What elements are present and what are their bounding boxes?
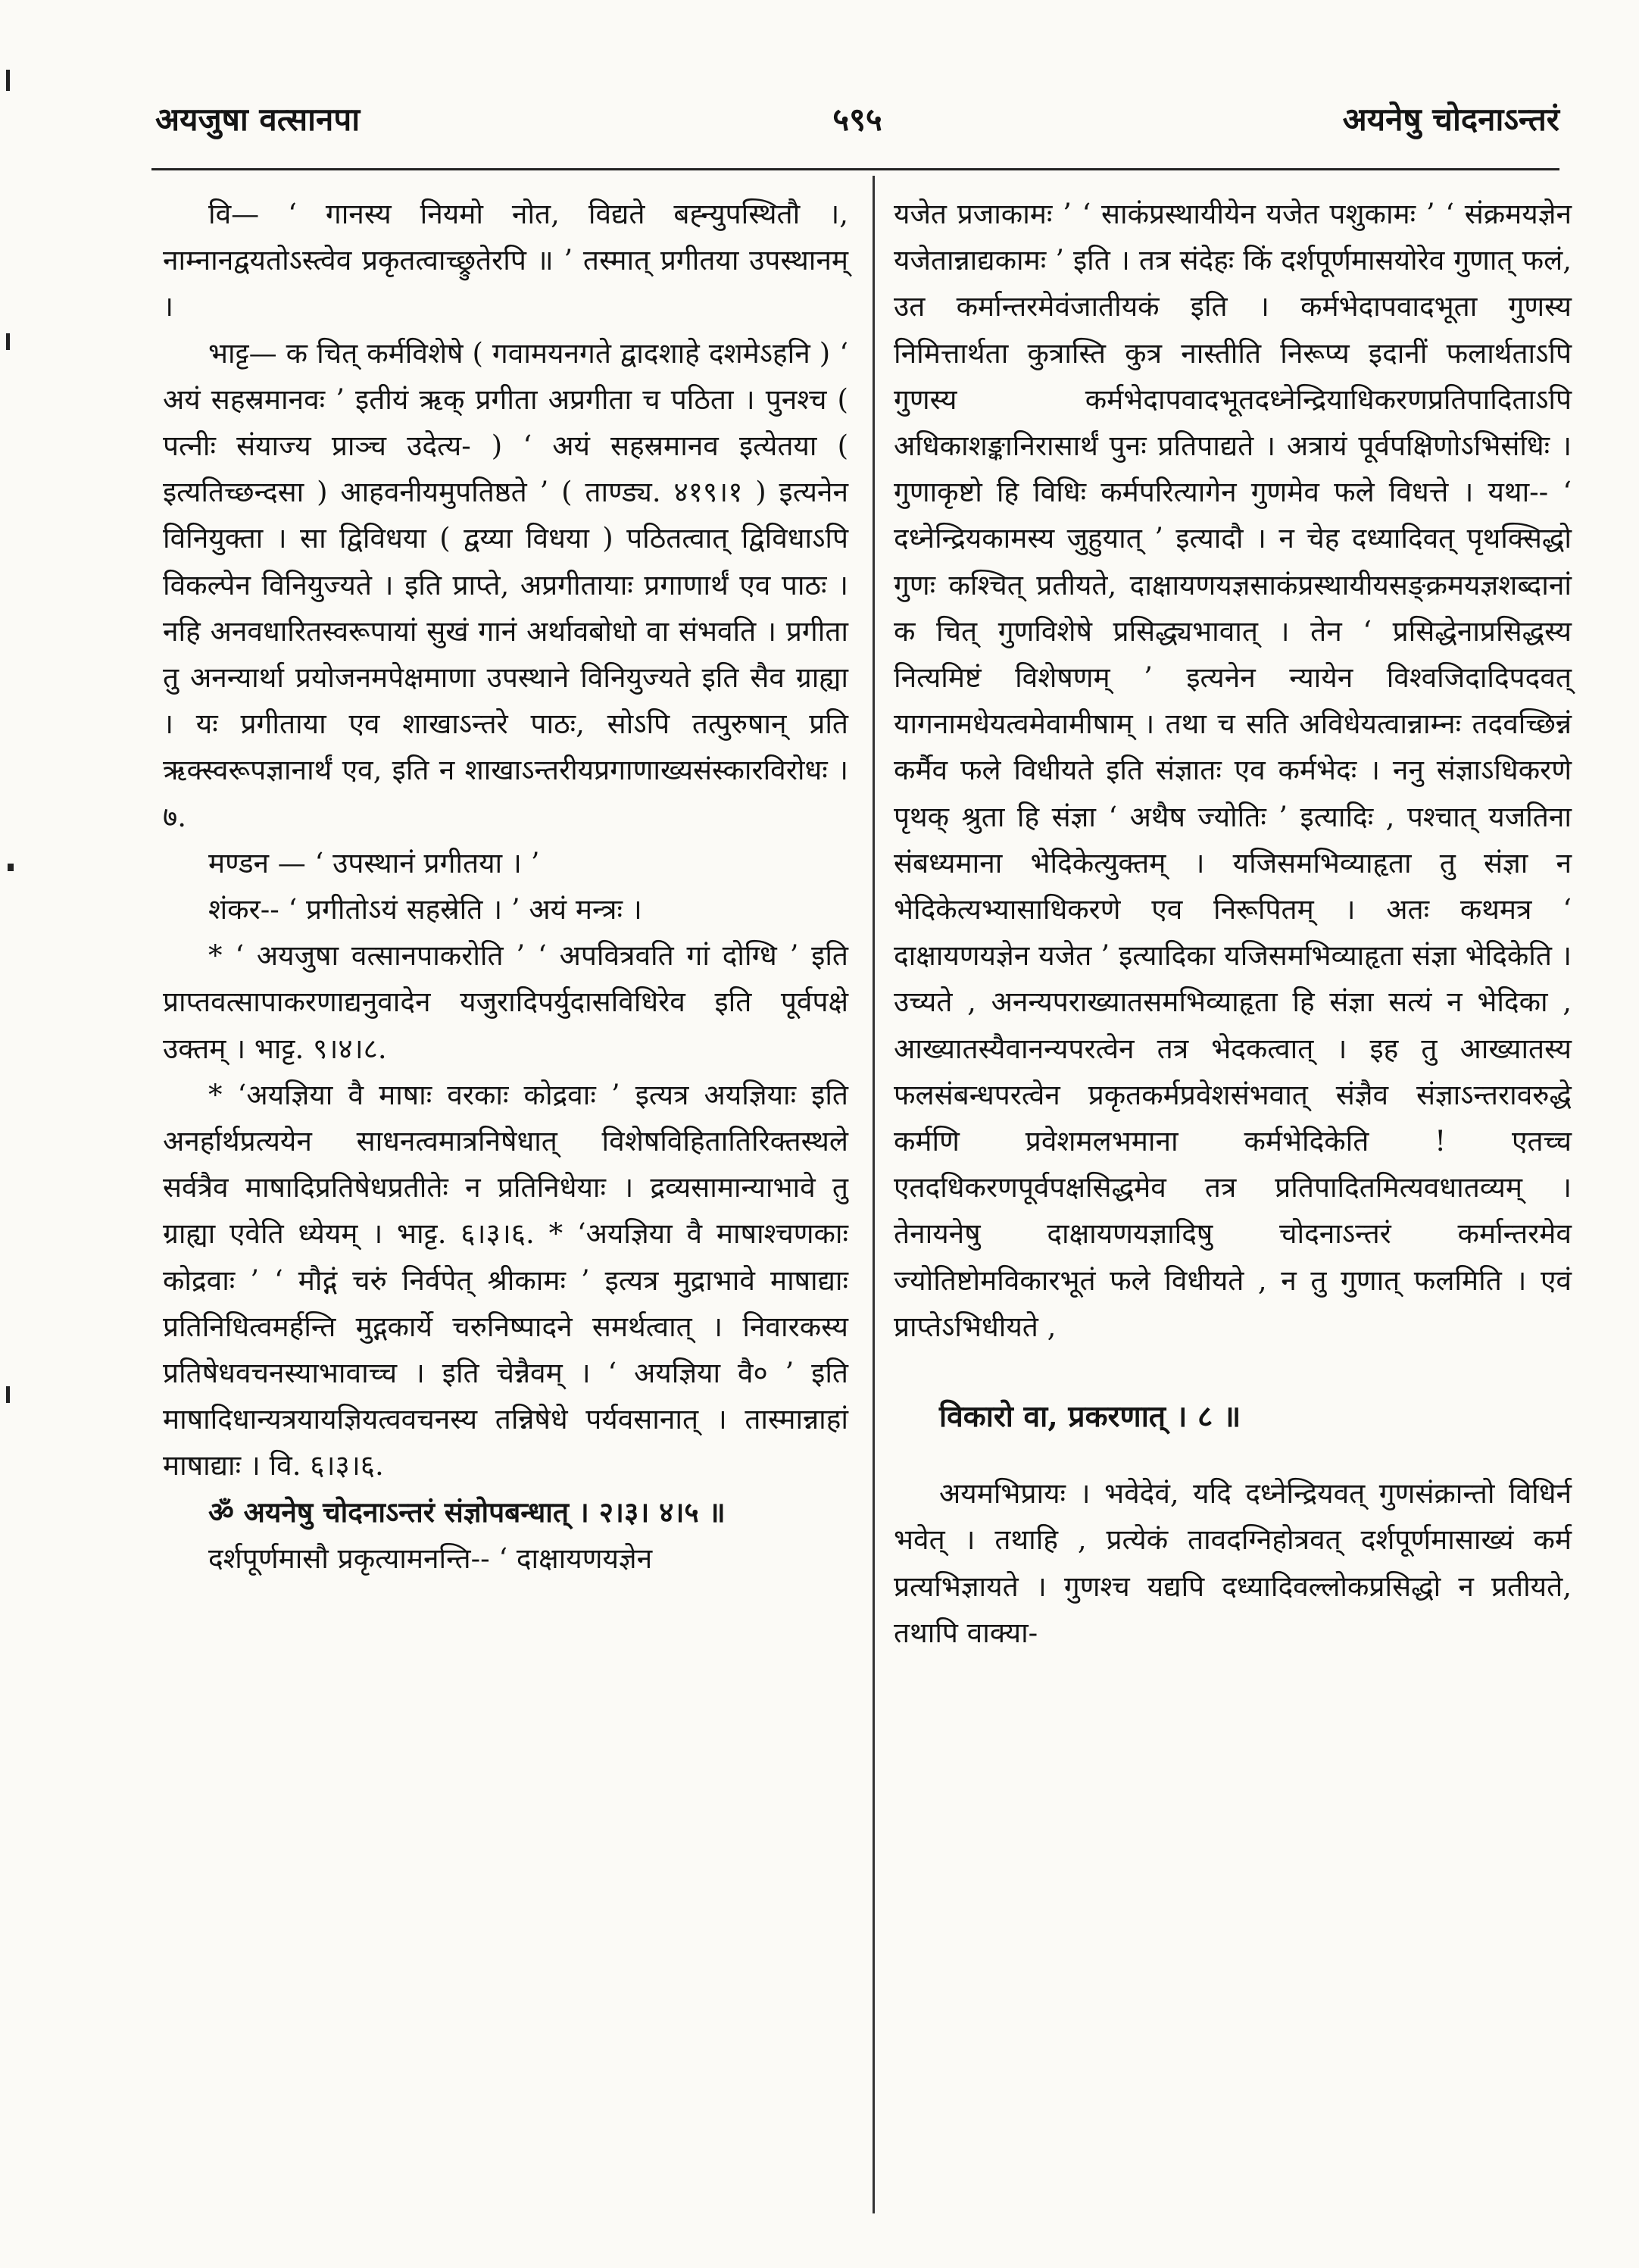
- left-column: [163, 191, 848, 1582]
- margin-mark: [6, 1386, 10, 1403]
- paragraph-continuation: यजेत प्रजाकामः ’ ‘ साकंप्रस्थायीयेन यजेत पशुकामः ’ ‘ संक्रमयज्ञेन यजेतान्नाद्यकामः ’ इति । तत्र संदेहः किं दर्शपूर्णमासयोरेव गुणात् फलं, उत कर्मान्तरमेवंजातीयकं इति । कर्मभेदापवादभूता गुणस्य निमित्तार्थता कुत्रास्ति कुत्र नास्तीति निरूप्य इदानीं फलार्थताऽपि गुणस्य कर्मभेदापवादभूतदध्नेन्द्रियाधिकरणप्रतिपादिताऽपि अधिकाशङ्कानिरासार्थं पुनः प्रतिपाद्यते । अत्रायं पूर्वपक्षिणोऽभिसंधिः । गुणाकृष्टो हि विधिः कर्मपरित्यागेन गुणमेव फले विधत्ते । यथा-- ‘ दध्नेन्द्रियकामस्य जुहुयात् ’ इत्यादौ । न चेह दध्यादिवत् पृथक्सिद्धो गुणः कश्चित् प्रतीयते, दाक्षायणयज्ञसाकंप्रस्थायीयसङ्क्रमयज्ञशब्दानां क चित् गुणविशेषे प्रसिद्ध्यभावात् । तेन ‘ प्रसिद्धेनाप्रसिद्धस्य नित्यमिष्टं विशेषणम् ’ इत्यनेन न्यायेन विश्वजिदादिपदवत् यागनामधेयत्वमेवामीषाम् । तथा च सति अविधेयत्वान्नाम्नः तदवच्छिन्नं कर्मैव फले विधीयते इति संज्ञातः एव कर्मभेदः । ननु संज्ञाऽधिकरणे पृथक् श्रुता हि संज्ञा ‘ अथैष ज्योतिः ’ इत्यादिः , पश्चात् यजतिना संबध्यमाना भेदिकेत्युक्तम् । यजिसमभिव्याहृता तु संज्ञा न भेदिकेत्यभ्यासाधिकरणे एव निरूपितम् । अतः कथमत्र ‘ दाक्षायणयज्ञेन यजेत ’ इत्यादिका यजिसमभिव्याहृता संज्ञा भेदिकेति । उच्यते , अनन्यपराख्यातसमभिव्याहृता हि संज्ञा सत्यं न भेदिका , आख्यातस्यैवानन्यपरत्वेन तत्र भेदकत्वात् । इह तु आख्यातस्य फलसंबन्धपरत्वेन प्रकृतकर्मप्रवेशसंभवात् संज्ञैव संज्ञाऽन्तरावरुद्धे कर्मणि प्रवेशमलभमाना कर्मभेदिकेति ! एतच्च एतदधिकरणपूर्वपक्षसिद्धमेव तत्र प्रतिपादितमित्यवधातव्यम् । तेनायनेषु दाक्षायणयज्ञादिषु चोदनाऽन्तरं कर्मान्तरमेव ज्योतिष्टोमविकारभूतं फले विधीयते , न तु गुणात् फलमिति । एवं प्राप्तेऽभिधीयते ,: [894, 198, 1572, 1343]
- header-right-title: अयनेषु चोदनाऽन्तरं: [1342, 101, 1559, 138]
- running-header: [155, 97, 1559, 158]
- margin-mark: [8, 864, 14, 871]
- paragraph-bhatta: भाट्ट— क चित् कर्मविशेषे ( गवामयनगते द्वादशाहे दशमेऽहनि ) ‘ अयं सहस्रमानवः ’ इतीयं ऋक् प्रगीता अप्रगीता च पठिता । पुनश्च ( पत्नीः संयाज्य प्राञ्च उदेत्य- ) ‘ अयं सहस्रमानव इत्येतया ( इत्यतिच्छन्दसा ) आहवनीयमुपतिष्ठते ’ ( ताण्ड्य. ४१९।१ ) इत्यनेन विनियुक्ता । सा द्विविधया ( द्वय्या विधया ) पठितत्वात् द्विविधाऽपि विकल्पेन विनियुज्यते । इति प्राप्ते, अप्रगीतायाः प्रगाणार्थं एव पाठः । नहि अनवधारितस्वरूपायां सुखं गानं अर्थावबोधो वा संभवति । प्रगीता तु अनन्यार्था प्रयोजनमपेक्षमाणा उपस्थाने विनियुज्यते इति सैव ग्राह्या । यः प्रगीताया एव शाखाऽन्तरे पाठः, सोऽपि तत्पुरुषान् प्रति ऋक्स्वरूपज्ञानार्थं एव, इति न शाखाऽन्तरीयप्रगाणाख्यसंस्कारविरोधः । ७.: [163, 336, 848, 833]
- header-left-title: अयजुषा वत्सानपा: [155, 101, 361, 138]
- paragraph-ayajniya: * ‘अयज्ञिया वै माषाः वरकाः कोद्रवाः ’ इत्यत्र अयज्ञियाः इति अनर्हार्थप्रत्ययेन साधनत्वमात्रनिषेधात् विशेषविहितातिरिक्तस्थले सर्वत्रैव माषादिप्रतिषेधप्रतीतेः न प्रतिनिधेयाः । द्रव्यसामान्याभावे तु ग्राह्या एवेति ध्येयम् । भाट्ट. ६।३।६. * ‘अयज्ञिया वै माषाश्चणकाः कोद्रवाः ’ ‘ मौद्गं चरुं निर्वपेत् श्रीकामः ’ इत्यत्र मुद्राभावे माषाद्याः प्रतिनिधित्वमर्हन्ति मुद्गकार्ये चरुनिष्पादने समर्थत्वात् । निवारकस्य प्रतिषेधवचनस्याभावाच्च । इति चेन्नैवम् । ‘ अयज्ञिया वै० ’ इति माषादिधान्यत्रयायज्ञियत्ववचनस्य तन्निषेधे पर्यवसानात् । तास्मान्नाहां माषाद्याः । वि. ६।३।६.: [163, 1078, 848, 1482]
- paragraph-shankara: शंकर-- ‘ प्रगीतोऽयं सहस्रेति । ’ अयं मन्त्रः ।: [208, 893, 642, 926]
- paragraph-darshapurnamasa: दर्शपूर्णमासौ प्रकृत्यामनन्ति-- ‘ दाक्षायणयज्ञेन: [208, 1542, 653, 1575]
- margin-mark: [6, 333, 10, 350]
- paragraph-abhipraya: अयमभिप्रायः । भवेदेवं, यदि दध्नेन्द्रियवत् गुणसंक्रान्तो विधिर्न भवेत् । तथाहि , प्रत्येकं तावदग्निहोत्रवत् दर्शपूर्णमासाख्यं कर्म प्रत्यभिज्ञायते । गुणश्च यद्यपि दध्यादिवल्लोकप्रसिद्धो न प्रतीयते, तथापि वाक्या-: [894, 1477, 1572, 1649]
- sutra-heading: ॐ अयनेषु चोदनाऽन्तरं संज्ञोपबन्धात् । २।३। ४।५ ॥: [208, 1495, 726, 1529]
- paragraph-mandana: मण्डन — ‘ उपस्थानं प्रगीतया । ’: [208, 846, 540, 879]
- margin-mark: [6, 70, 10, 91]
- header-rule: [151, 168, 1559, 170]
- page-number: ५९५: [832, 101, 882, 138]
- paragraph-ayajusha: * ‘ अयजुषा वत्सानपाकरोति ’ ‘ अपवित्रवति गां दोग्धि ’ इति प्राप्तवत्सापाकरणाद्यनुवादेन यजुरादिपर्युदासविधिरेव इति पूर्वपक्षे उक्तम् । भाट्ट. ९।४।८.: [163, 939, 848, 1065]
- sutra-heading-vikara: विकारो वा, प्रकरणात् । ८ ॥: [939, 1399, 1241, 1435]
- paragraph-vi: वि— ‘ गानस्य नियमो नोत, विद्यते बह्न्युपस्थितौ ।, नाम्नानद्वयतोऽस्त्वेव प्रकृतत्वाच्छ्रुतेरपि ॥ ’ तस्मात् प्रगीतया उपस्थानम् ।: [163, 198, 848, 323]
- right-column: [894, 191, 1572, 1656]
- column-divider: [873, 176, 875, 2213]
